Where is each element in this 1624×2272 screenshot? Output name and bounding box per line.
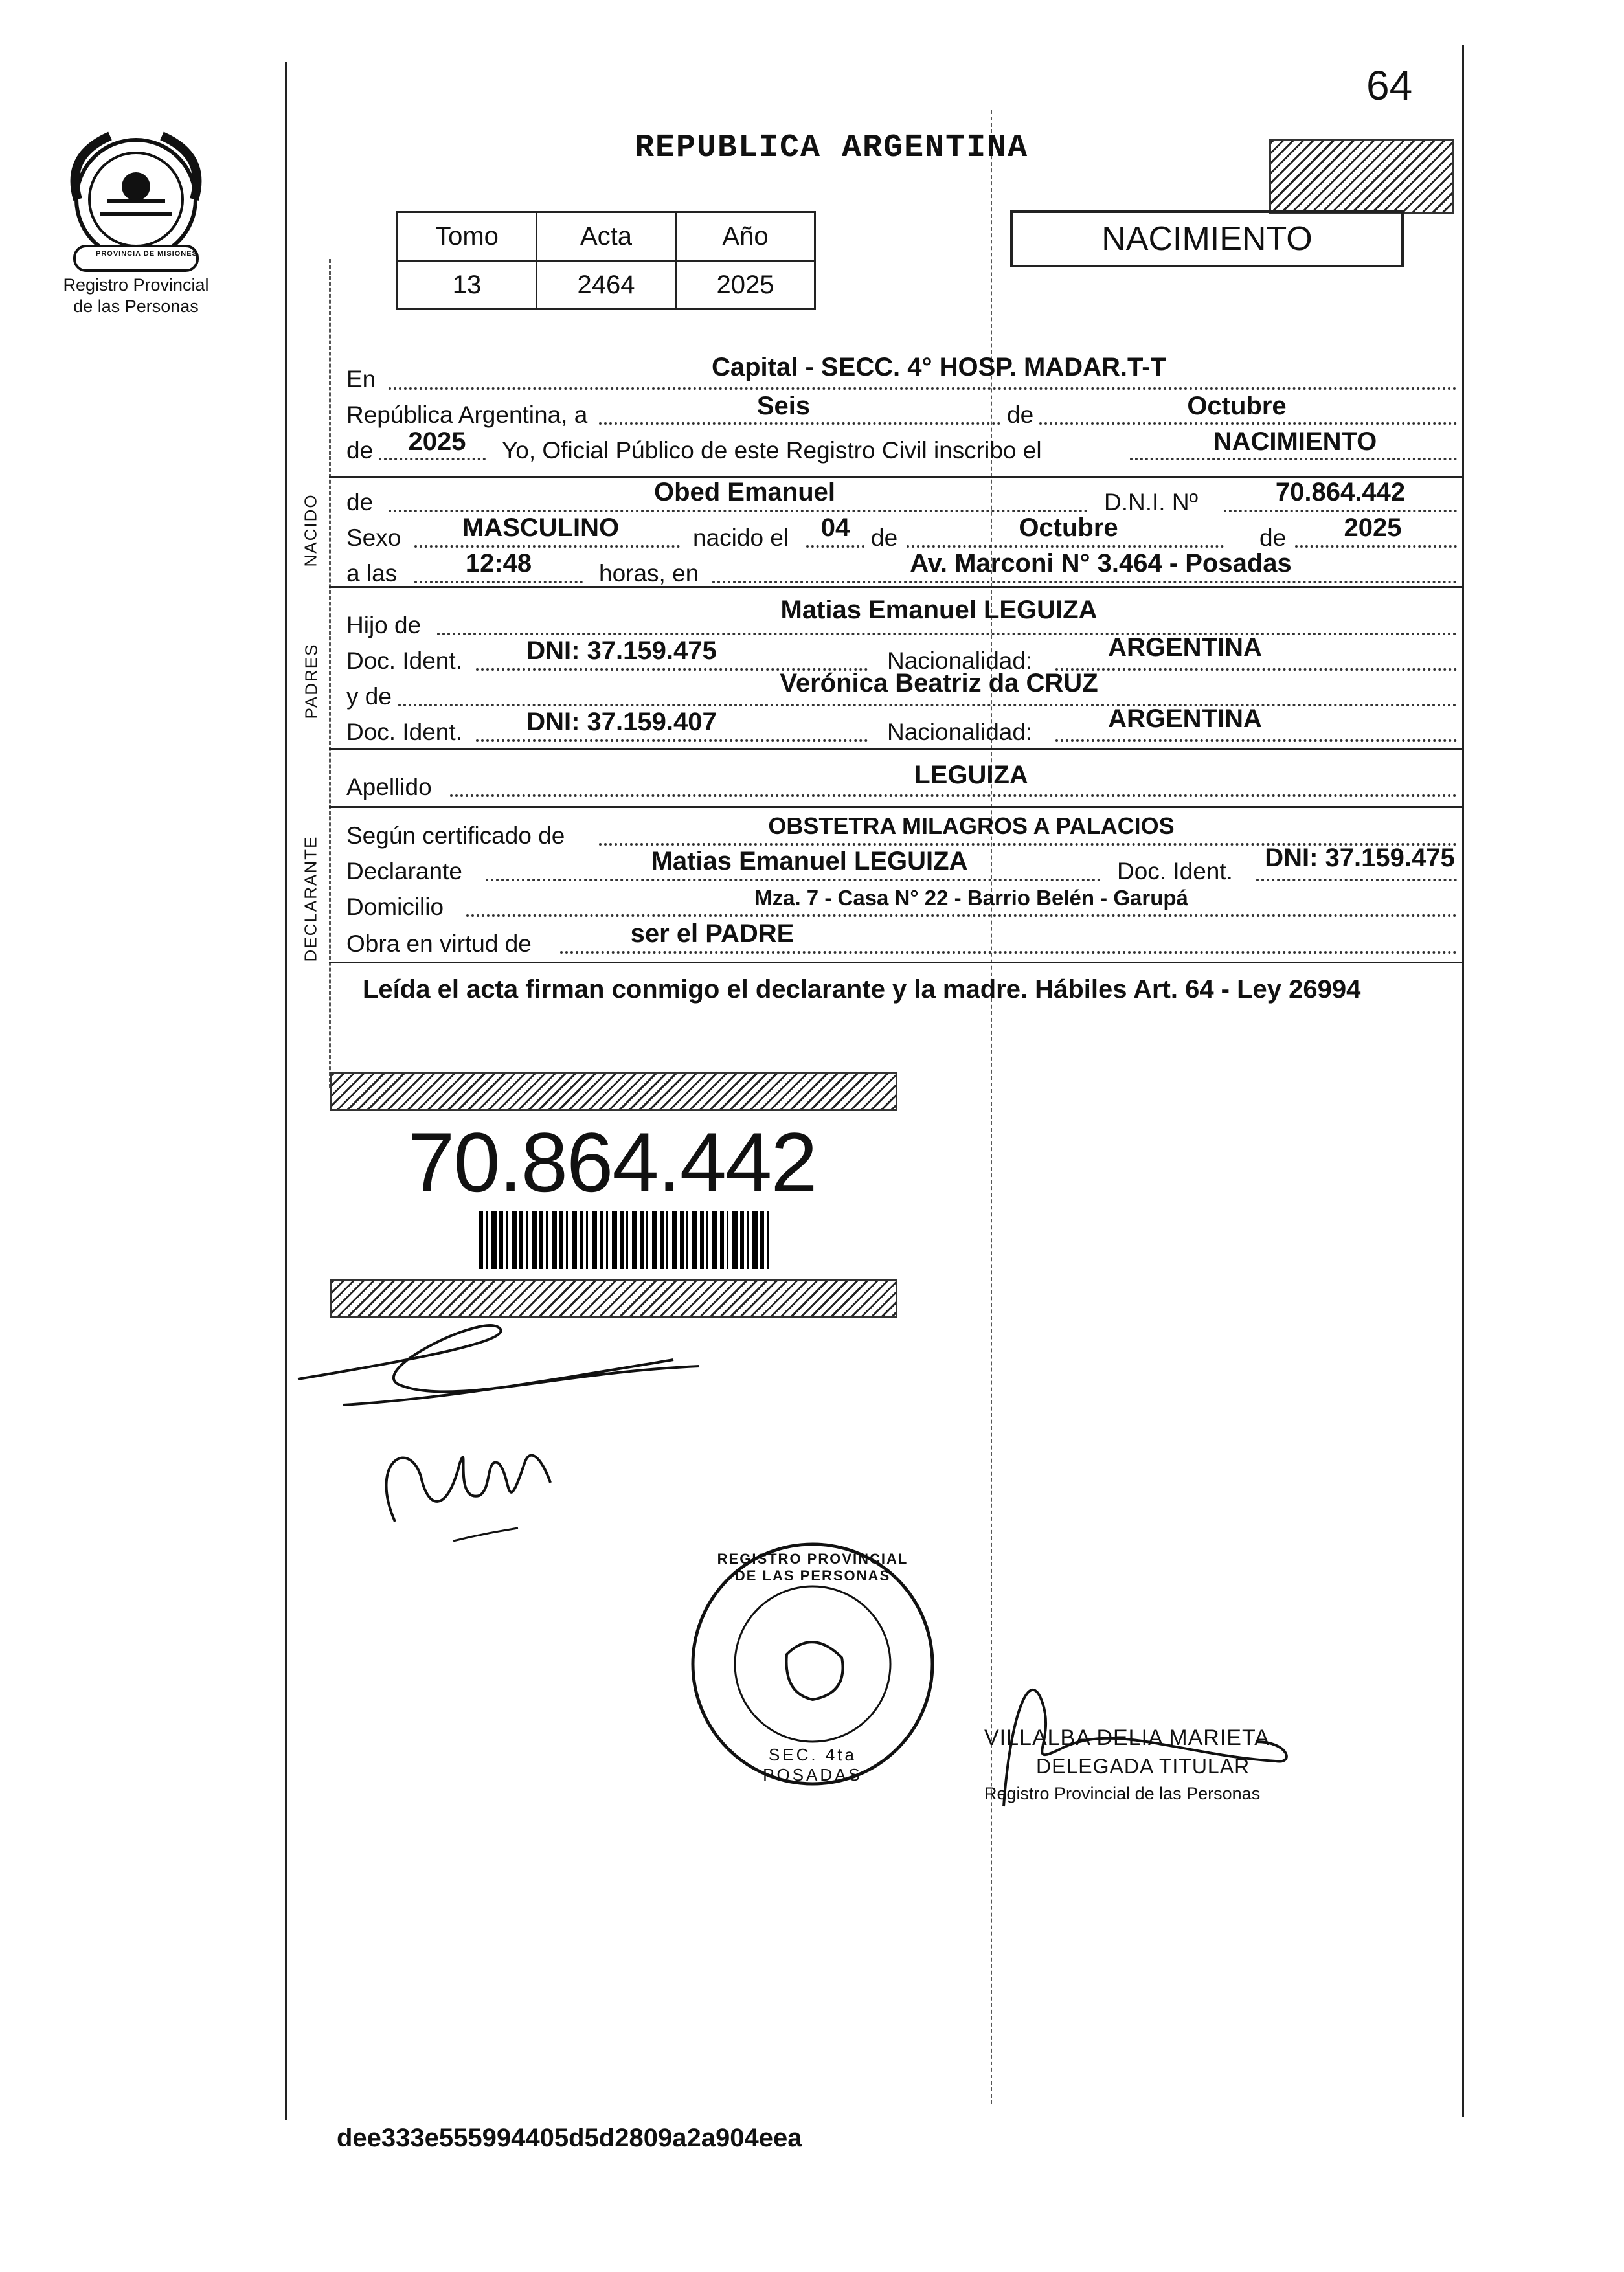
document-title: REPUBLICA ARGENTINA xyxy=(635,129,1029,166)
label-declarante: Declarante xyxy=(346,858,462,884)
dots xyxy=(599,422,1000,425)
value-declarante: Matias Emanuel LEGUIZA xyxy=(651,847,968,875)
label-doc-madre: Doc. Ident. xyxy=(346,719,462,745)
act-type-box xyxy=(1010,210,1404,267)
value-madre-nac: ARGENTINA xyxy=(1108,704,1262,733)
label-nacionalidad-padre: Nacionalidad: xyxy=(887,647,1033,674)
value-declarante-dni: DNI: 37.159.475 xyxy=(1265,844,1455,872)
dots xyxy=(1224,510,1457,512)
dots xyxy=(414,545,680,548)
act-type: NACIMIENTO xyxy=(1101,220,1313,258)
inner-dashed-line xyxy=(329,259,331,1088)
document-hash: dee333e555994405d5d2809a2a904eea xyxy=(337,2124,802,2152)
label-de-nombre: de xyxy=(346,489,374,515)
separator-5 xyxy=(329,962,1462,963)
dots xyxy=(389,387,1457,390)
dots xyxy=(560,951,1457,954)
separator-4 xyxy=(329,806,1462,808)
label-republica: República Argentina, a xyxy=(346,401,588,428)
value-sexo: MASCULINO xyxy=(462,513,620,542)
value-lugar-nac: Av. Marconi N° 3.464 - Posadas xyxy=(910,549,1292,578)
label-a-las: a las xyxy=(346,560,398,587)
label-yo-oficial: Yo, Oficial Público de este Registro Civil inscribo el xyxy=(502,437,1042,464)
dots xyxy=(389,510,1088,512)
separator-3 xyxy=(329,748,1462,750)
label-doc-padre: Doc. Ident. xyxy=(346,647,462,674)
sticker-pattern-top xyxy=(330,1072,897,1111)
label-segun: Según certificado de xyxy=(346,822,565,849)
dots xyxy=(1055,739,1457,742)
value-dia-nac: 04 xyxy=(820,513,850,542)
value-anio-nac: 2025 xyxy=(1344,513,1402,542)
label-nacionalidad-madre: Nacionalidad: xyxy=(887,719,1033,745)
label-de-anio: de xyxy=(346,437,374,464)
value-madre: Verónica Beatriz da CRUZ xyxy=(780,669,1098,697)
label-nacido-el: nacido el xyxy=(693,524,789,551)
value-obra: ser el PADRE xyxy=(630,919,795,948)
header-anio: Año xyxy=(676,212,815,261)
label-apellido: Apellido xyxy=(346,774,432,800)
label-en: En xyxy=(346,366,376,392)
barcode xyxy=(479,1211,771,1269)
dots xyxy=(1295,545,1457,548)
label-domicilio: Domicilio xyxy=(346,894,444,920)
dots xyxy=(1039,422,1457,425)
province-emblem-icon xyxy=(39,117,233,285)
value-madre-dni: DNI: 37.159.407 xyxy=(526,708,717,736)
logo xyxy=(39,117,233,324)
declarant-signature xyxy=(285,1301,803,1431)
dots xyxy=(1130,458,1457,460)
left-border xyxy=(285,62,287,2120)
label-horas-en: horas, en xyxy=(599,560,699,587)
value-domicilio: Mza. 7 - Casa N° 22 - Barrio Belén - Garupá xyxy=(754,886,1188,910)
dots xyxy=(907,545,1224,548)
header-acta: Acta xyxy=(537,212,676,261)
sticker-number: 70.864.442 xyxy=(408,1115,817,1209)
security-pattern xyxy=(1269,139,1454,214)
mother-signature xyxy=(356,1424,583,1554)
value-nombre: Obed Emanuel xyxy=(653,478,836,506)
stamp-inner-text: SEC. 4ta POSADAS xyxy=(763,1745,863,1784)
value-padre: Matias Emanuel LEGUIZA xyxy=(780,596,1098,624)
dots xyxy=(450,794,1457,797)
dots xyxy=(476,739,868,742)
label-de-anio-nac: de xyxy=(1259,524,1287,551)
dots xyxy=(414,581,583,583)
value-anio: 2025 xyxy=(676,261,815,309)
official-stamp xyxy=(686,1538,939,1790)
closing-text: Leída el acta firman conmigo el declarante y la madre. Hábiles Art. 64 - Ley 26994 xyxy=(363,975,1361,1004)
value-apellido: LEGUIZA xyxy=(914,761,1028,789)
label-doc-declarante: Doc. Ident. xyxy=(1117,858,1233,884)
value-inscripcion: NACIMIENTO xyxy=(1213,427,1377,456)
logo-line2: de las Personas xyxy=(73,297,199,316)
value-dni-nacido: 70.864.442 xyxy=(1275,478,1406,506)
label-obra: Obra en virtud de xyxy=(346,930,532,957)
value-certificado: OBSTETRA MILAGROS A PALACIOS xyxy=(768,813,1175,839)
value-lugar: Capital - SECC. 4° HOSP. MADAR.T-T xyxy=(711,353,1166,381)
value-anio: 2025 xyxy=(408,427,466,456)
side-label-nacido: NACIDO xyxy=(300,493,321,567)
right-border xyxy=(1462,45,1464,2117)
official-role: DELEGADA TITULAR xyxy=(1036,1755,1250,1778)
label-dni: D.N.I. Nº xyxy=(1104,489,1199,515)
label-hijo-de: Hijo de xyxy=(346,612,422,638)
value-padre-nac: ARGENTINA xyxy=(1108,633,1262,662)
value-dia-letras: Seis xyxy=(756,392,811,420)
value-padre-dni: DNI: 37.159.475 xyxy=(526,636,717,665)
dots xyxy=(466,914,1457,917)
separator-2 xyxy=(329,586,1462,588)
dots xyxy=(486,879,1101,881)
logo-line1: Registro Provincial xyxy=(63,275,209,295)
official-office: Registro Provincial de las Personas xyxy=(984,1784,1261,1803)
label-y-de: y de xyxy=(346,683,392,710)
dots xyxy=(379,458,486,460)
side-label-declarante: DECLARANTE xyxy=(300,835,321,962)
value-mes-nac: Octubre xyxy=(1019,513,1118,542)
label-sexo: Sexo xyxy=(346,524,401,551)
value-acta: 2464 xyxy=(537,261,676,309)
label-de-mes: de xyxy=(871,524,898,551)
stamp-outer-text: REGISTRO PROVINCIAL DE LAS PERSONAS xyxy=(717,1551,908,1584)
dots xyxy=(806,545,864,548)
dots xyxy=(712,581,1457,583)
side-label-padres: PADRES xyxy=(301,643,321,719)
emblem-text: PROVINCIA DE MISIONES xyxy=(96,250,197,258)
header-tomo: Tomo xyxy=(398,212,537,261)
value-hora: 12:48 xyxy=(465,549,532,578)
value-mes: Octubre xyxy=(1187,392,1287,420)
page-number: 64 xyxy=(1366,62,1413,109)
value-tomo: 13 xyxy=(398,261,537,309)
registry-table xyxy=(396,211,816,310)
label-de: de xyxy=(1007,401,1034,428)
dots xyxy=(1256,879,1457,881)
official-name: VILLALBA DELIA MARIETA xyxy=(984,1726,1270,1750)
